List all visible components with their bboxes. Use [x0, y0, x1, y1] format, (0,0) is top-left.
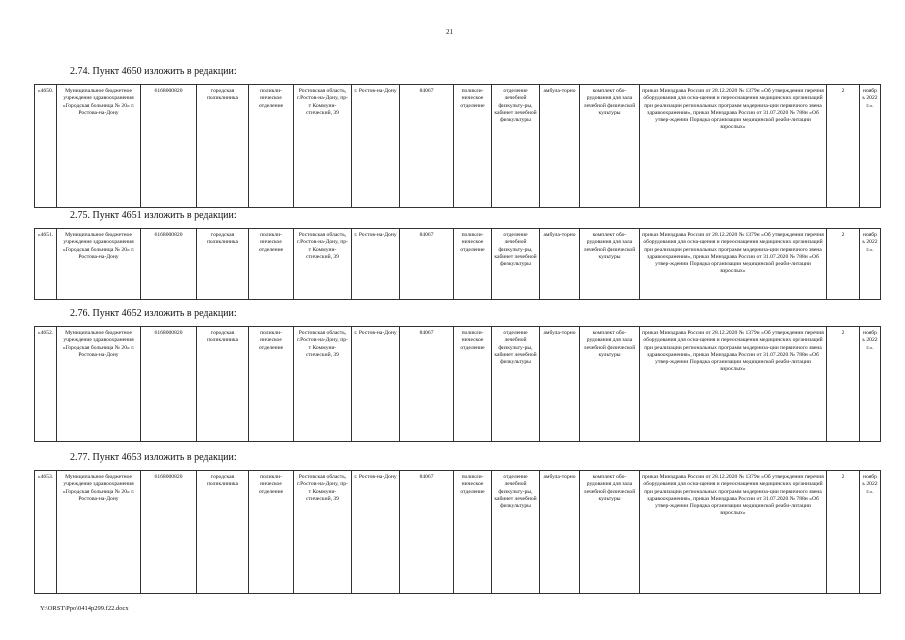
code-cell: 84067	[400, 327, 454, 442]
department-cell: поликли-ническое отделение	[249, 327, 294, 442]
quantity-cell: 2	[827, 229, 860, 300]
subunit-cell: поликли-ническое отделение	[454, 471, 492, 594]
equipment-cell: комплект обо-рудования для зала лечебной физической культуры	[580, 327, 640, 442]
page-number: 21	[446, 28, 453, 36]
subunit-cell: поликли-ническое отделение	[454, 327, 492, 442]
institution-cell: Муниципальное бюджетное учреждение здравоохранения «Городская больница № 20» г. Ростова-на-Дону	[57, 229, 141, 300]
row-number: «4651.	[35, 229, 57, 300]
institution-cell: Муниципальное бюджетное учреждение здравоохранения «Городская больница № 20» г. Ростова-на-Дону	[57, 85, 141, 208]
region-cell: Ростовская область, г.Ростов-на-Дону, пр-т Коммуни-стический, 39	[294, 229, 352, 300]
section-heading: 2.75. Пункт 4651 изложить в редакции:	[70, 210, 237, 221]
room-cell: отделение лечебной физкульту-ры, кабинет лечебной физкультуры	[492, 471, 540, 594]
section-heading: 2.74. Пункт 4650 изложить в редакции:	[70, 66, 237, 77]
equipment-cell: комплект обо-рудования для зала лечебной физической культуры	[580, 229, 640, 300]
date-cell: ноябрь 2022 г.».	[860, 471, 881, 594]
care-type-cell: амбула-торно	[540, 471, 580, 594]
subunit-cell: поликли-ническое отделение	[454, 85, 492, 208]
date-cell: ноябрь 2022 г.».	[860, 85, 881, 208]
department-cell: поликли-ническое отделение	[249, 85, 294, 208]
inn-cell: 6168000820	[141, 327, 197, 442]
unit-cell: городская поликлиника	[197, 471, 249, 594]
orders-cell: приказ Минздрава России от 28.12.2020 № 1379н «Об утверждении перечня оборудования для осна-щения и переоснащения медицинских организаций при реализации региональных программ модерниза-ции первичного звена здравоохранения», приказ Минздрава России от 31.07.2020 № 788н «Об утвер-ждении Порядка организации медицинской реаби-литации взрослых»	[640, 85, 827, 208]
orders-cell: приказ Минздрава России от 28.12.2020 № 1379н «Об утверждении перечня оборудования для осна-щения и переоснащения медицинских организаций при реализации региональных программ модерниза-ции первичного звена здравоохранения», приказ Минздрава России от 31.07.2020 № 788н «Об утвер-ждении Порядка организации медицинской реаби-литации взрослых»	[640, 471, 827, 594]
inn-cell: 6168000820	[141, 85, 197, 208]
region-cell: Ростовская область, г.Ростов-на-Дону, пр-т Коммуни-стический, 39	[294, 471, 352, 594]
room-cell: отделение лечебной физкульту-ры, кабинет лечебной физкультуры	[492, 327, 540, 442]
equipment-cell: комплект обо-рудования для зала лечебной физической культуры	[580, 471, 640, 594]
data-table	[34, 470, 881, 594]
section-heading: 2.77. Пункт 4653 изложить в редакции:	[70, 452, 237, 463]
quantity-cell: 2	[827, 471, 860, 594]
room-cell: отделение лечебной физкульту-ры, кабинет лечебной физкультуры	[492, 229, 540, 300]
institution-cell: Муниципальное бюджетное учреждение здравоохранения «Городская больница № 20» г. Ростова-на-Дону	[57, 327, 141, 442]
quantity-cell: 2	[827, 85, 860, 208]
file-path-footer: Y:\ORST\Ppo\0414p299.f22.docx	[40, 605, 129, 612]
inn-cell: 6168000820	[141, 229, 197, 300]
orders-cell: приказ Минздрава России от 28.12.2020 № 1379н «Об утверждении перечня оборудования для осна-щения и переоснащения медицинских организаций при реализации региональных программ модерниза-ции первичного звена здравоохранения», приказ Минздрава России от 31.07.2020 № 788н «Об утвер-ждении Порядка организации медицинской реаби-литации взрослых»	[640, 327, 827, 442]
unit-cell: городская поликлиника	[197, 85, 249, 208]
data-table	[34, 326, 881, 442]
table-row	[35, 471, 881, 594]
department-cell: поликли-ническое отделение	[249, 229, 294, 300]
code-cell: 84067	[400, 85, 454, 208]
unit-cell: городская поликлиника	[197, 327, 249, 442]
city-cell: г. Ростов-на-Дону	[352, 471, 400, 594]
city-cell: г. Ростов-на-Дону	[352, 327, 400, 442]
row-number: «4653.	[35, 471, 57, 594]
code-cell: 84067	[400, 229, 454, 300]
quantity-cell: 2	[827, 327, 860, 442]
data-table	[34, 84, 881, 208]
care-type-cell: амбула-торно	[540, 85, 580, 208]
code-cell: 84067	[400, 471, 454, 594]
row-number: «4650.	[35, 85, 57, 208]
equipment-cell: комплект обо-рудования для зала лечебной физической культуры	[580, 85, 640, 208]
care-type-cell: амбула-торно	[540, 327, 580, 442]
unit-cell: городская поликлиника	[197, 229, 249, 300]
room-cell: отделение лечебной физкульту-ры, кабинет лечебной физкультуры	[492, 85, 540, 208]
data-table	[34, 228, 881, 300]
section-heading: 2.76. Пункт 4652 изложить в редакции:	[70, 308, 237, 319]
orders-cell: приказ Минздрава России от 28.12.2020 № 1379н «Об утверждении перечня оборудования для осна-щения и переоснащения медицинских организаций при реализации региональных программ модерниза-ции первичного звена здравоохранения», приказ Минздрава России от 31.07.2020 № 788н «Об утвер-ждении Порядка организации медицинской реаби-литации взрослых»	[640, 229, 827, 300]
date-cell: ноябрь 2022 г.».	[860, 327, 881, 442]
row-number: «4652.	[35, 327, 57, 442]
department-cell: поликли-ническое отделение	[249, 471, 294, 594]
region-cell: Ростовская область, г.Ростов-на-Дону, пр-т Коммуни-стический, 39	[294, 85, 352, 208]
table-row	[35, 85, 881, 208]
inn-cell: 6168000820	[141, 471, 197, 594]
care-type-cell: амбула-торно	[540, 229, 580, 300]
city-cell: г. Ростов-на-Дону	[352, 229, 400, 300]
institution-cell: Муниципальное бюджетное учреждение здравоохранения «Городская больница № 20» г. Ростова-на-Дону	[57, 471, 141, 594]
region-cell: Ростовская область, г.Ростов-на-Дону, пр-т Коммуни-стический, 39	[294, 327, 352, 442]
table-row	[35, 327, 881, 442]
table-row	[35, 229, 881, 300]
date-cell: ноябрь 2022 г.».	[860, 229, 881, 300]
subunit-cell: поликли-ническое отделение	[454, 229, 492, 300]
city-cell: г. Ростов-на-Дону	[352, 85, 400, 208]
